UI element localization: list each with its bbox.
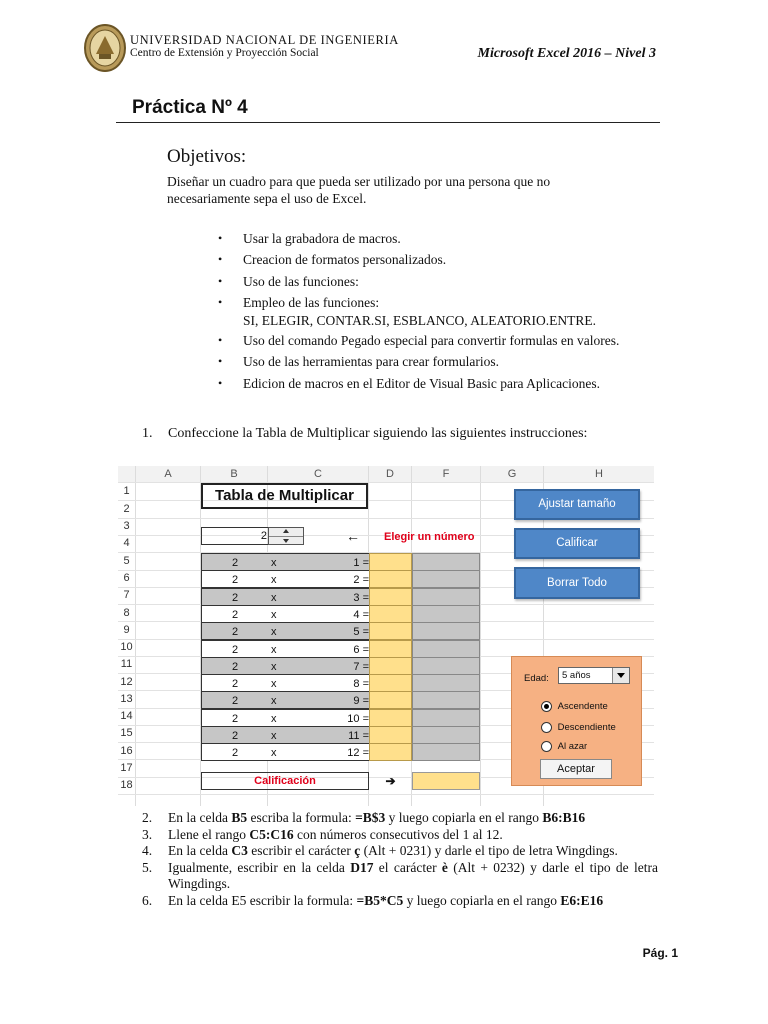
step-text: con números consecutivos del 1 al 12. [293,826,503,842]
clear-all-button[interactable] [514,567,640,599]
step-text: el carácter [373,859,442,875]
step-text: (Alt + 0232) y darle el tipo de letra Wingdings. [168,859,658,891]
times-cell[interactable]: x [268,657,288,675]
step-number: 4. [142,843,153,858]
result-cell[interactable] [412,674,480,692]
arrow-right-icon: ➔ [385,774,396,788]
column-header[interactable]: G [481,468,543,480]
row-number[interactable]: 6 [123,572,130,584]
answer-cell[interactable] [369,743,412,761]
column-header[interactable]: A [136,468,200,480]
answer-cell[interactable] [369,588,412,606]
university-name: UNIVERSIDAD NACIONAL DE INGENIERIA [130,33,399,47]
multiplier-cell[interactable]: 2 [201,588,268,606]
factor-cell[interactable]: 6 = [288,640,369,658]
list-item: • Uso del comando Pegado especial para convertir formulas en valores. [215,330,619,351]
radio-unchecked-icon[interactable] [541,741,552,752]
grade-label: Calificación [254,775,316,787]
row-number[interactable]: 2 [123,503,130,515]
adjust-size-label: Ajustar tamaño [538,498,616,510]
page-title: Práctica Nº 4 [132,97,248,118]
result-cell[interactable] [412,743,480,761]
radio-checked-icon[interactable] [541,701,552,712]
multiplier-cell[interactable]: 2 [201,622,268,640]
radio-random-label: Al azar [557,741,588,753]
row-number[interactable]: 12 [120,676,133,688]
step-highlight: B5 [231,810,248,825]
times-cell[interactable]: x [268,743,288,761]
result-cell[interactable] [412,691,480,709]
multiplier-cell[interactable]: 2 [201,691,268,709]
table-title-cell[interactable]: Tabla de Multiplicar [201,483,368,509]
factor-cell[interactable]: 9 = [288,691,369,709]
instruction-steps [142,810,658,909]
radio-descending[interactable] [541,722,616,733]
radio-ascending[interactable] [541,701,608,712]
step-number: 2. [142,810,153,825]
step-text: Llene el rango [168,826,250,842]
times-cell[interactable]: x [268,605,288,623]
step-text: Confeccione la Tabla de Multiplicar siguiendo las siguientes instrucciones: [168,426,588,441]
step-text: En la celda E5 escribir la formula: [168,892,357,908]
factor-cell[interactable]: 10 = [288,709,369,727]
answer-cell[interactable] [369,657,412,675]
step-number: 3. [142,826,153,842]
answer-cell[interactable] [369,605,412,623]
age-dropdown[interactable] [558,667,630,684]
step-text: escriba la formula: [247,810,356,825]
accept-button[interactable] [540,759,612,779]
result-cell[interactable] [412,622,480,640]
radio-random[interactable] [541,741,587,752]
center-name: Centro de Extensión y Proyección Social [130,47,319,59]
step-text: (Alt + 0231) y darle el tipo de letra Wingdings. [360,843,618,858]
row-number[interactable]: 16 [120,745,133,757]
row-number[interactable]: 1 [123,485,130,497]
row-number[interactable]: 15 [120,727,133,739]
result-cell[interactable] [412,605,480,623]
objectives-line-2: necesariamente sepa el uso de Excel. [167,191,367,206]
step-text: y luego copiarla en el rango [385,810,543,825]
list-item: • Uso de las funciones: [215,271,619,292]
list-item-subtext: SI, ELEGIR, CONTAR.SI, ESBLANCO, ALEATORIO.ENTRE. [243,313,597,329]
row-number[interactable]: 18 [120,779,133,791]
factor-cell[interactable]: 4 = [288,605,369,623]
step-highlight: C3 [231,843,248,858]
list-item-text: Empleo de las funciones: [243,294,380,310]
factor-cell[interactable]: 11 = [288,726,369,744]
result-cell[interactable] [412,553,480,571]
answer-cell[interactable] [369,726,412,744]
step-number: 1. [142,426,153,441]
step-text: Igualmente, escribir en la celda [168,859,351,875]
answer-cell[interactable] [369,674,412,692]
times-cell[interactable]: x [268,570,288,588]
adjust-size-button[interactable] [514,489,640,520]
multiplier-cell[interactable]: 2 [201,657,268,675]
column-header[interactable]: H [544,468,654,480]
objectives-line-1: Diseñar un cuadro para que pueda ser utilizado por una persona que no [167,174,551,189]
step-item [142,827,658,844]
multiplier-cell[interactable]: 2 [201,570,268,588]
spin-down-icon[interactable] [283,539,289,543]
result-cell[interactable] [412,570,480,588]
multiplier-cell[interactable]: 2 [201,640,268,658]
step-highlight: E6:E16 [560,892,604,908]
times-cell[interactable]: x [268,726,288,744]
step-highlight: =B$3 [355,810,386,825]
factor-cell[interactable]: 3 = [288,588,369,606]
step-item [142,860,658,893]
list-item: • Edicion de macros en el Editor de Visual Basic para Aplicaciones. [215,373,619,394]
multiplier-cell[interactable]: 2 [201,743,268,761]
times-cell[interactable]: x [268,674,288,692]
number-input-value[interactable]: 2 [260,530,267,542]
row-number[interactable]: 7 [123,589,130,601]
factor-cell[interactable]: 8 = [288,674,369,692]
answer-cell[interactable] [369,691,412,709]
times-cell[interactable]: x [268,691,288,709]
multiplier-cell[interactable]: 2 [201,674,268,692]
result-cell[interactable] [412,588,480,606]
row-number[interactable]: 17 [120,762,133,774]
row-number[interactable]: 3 [123,520,130,532]
step-number: 5. [142,859,153,875]
list-item: • Usar la grabadora de macros. [215,228,619,249]
step-highlight: C5:C16 [249,826,294,842]
step-1 [142,426,587,442]
step-highlight: ç [354,843,361,858]
accept-label: Aceptar [557,763,595,775]
step-highlight: B6:B16 [542,810,586,825]
choose-number-label: Elegir un número [384,531,475,543]
times-cell[interactable]: x [268,588,288,606]
options-form-panel [511,656,642,786]
row-number[interactable]: 5 [123,555,130,567]
times-cell[interactable]: x [268,553,288,571]
multiplier-cell[interactable]: 2 [201,605,268,623]
step-text: y luego copiarla en el rango [403,892,561,908]
age-label: Edad: [524,673,549,684]
answer-cell[interactable] [369,709,412,727]
radio-ascending-label: Ascendente [557,701,608,713]
row-number[interactable]: 4 [123,537,130,549]
course-title: Microsoft Excel 2016 – Nivel 3 [477,46,656,61]
result-cell[interactable] [412,657,480,675]
step-item [142,810,658,827]
answer-cell[interactable] [369,640,412,658]
radio-unchecked-icon[interactable] [541,722,552,733]
grade-button-label: Calificar [556,537,598,549]
times-cell[interactable]: x [268,640,288,658]
step-highlight: =B5*C5 [356,892,404,908]
row-number[interactable]: 11 [120,658,133,670]
clear-all-label: Borrar Todo [547,577,607,589]
column-header[interactable]: F [412,468,480,480]
row-number[interactable]: 14 [120,710,133,722]
step-text: escribir el carácter [247,843,355,858]
objectives-list [215,228,619,394]
arrow-left-icon: ← [346,528,360,544]
times-cell[interactable]: x [268,709,288,727]
factor-cell[interactable]: 7 = [288,657,369,675]
factor-cell[interactable]: 2 = [288,570,369,588]
multiplier-cell[interactable]: 2 [201,709,268,727]
answer-cell[interactable] [369,570,412,588]
step-item [142,893,658,910]
row-number[interactable]: 13 [120,693,133,705]
objectives-heading: Objetivos: [167,146,247,167]
factor-cell[interactable]: 1 = [288,553,369,571]
step-number: 6. [142,892,153,908]
step-highlight: D17 [350,859,374,875]
result-cell[interactable] [412,709,480,727]
row-number[interactable]: 9 [123,624,130,636]
radio-descending-label: Descendiente [557,722,616,734]
row-number[interactable]: 10 [120,641,133,653]
multiplier-cell[interactable]: 2 [201,726,268,744]
excel-sheet [118,466,654,806]
grade-button[interactable] [514,528,640,559]
step-item [142,843,658,860]
list-item [215,292,619,330]
step-highlight: è [441,859,448,875]
column-header[interactable]: D [369,468,411,480]
spin-up-icon[interactable] [283,529,289,533]
result-cell[interactable] [412,726,480,744]
university-seal-logo [84,24,126,72]
times-cell[interactable]: x [268,622,288,640]
chevron-down-icon[interactable] [612,668,629,683]
step-text: En la celda [168,843,232,858]
title-divider [116,122,660,123]
list-item: • Uso de las herramientas para crear formularios. [215,351,619,372]
page-number: Pág. 1 [642,946,678,960]
result-cell[interactable] [412,640,480,658]
column-header[interactable]: C [268,468,368,480]
grade-result-cell[interactable] [412,772,480,790]
grade-label-cell[interactable] [201,772,369,790]
multiplier-cell[interactable]: 2 [201,553,268,571]
number-spinner[interactable] [268,527,304,545]
column-header[interactable]: B [201,468,267,480]
factor-cell[interactable]: 12 = [288,743,369,761]
step-text: En la celda [168,810,232,825]
factor-cell[interactable]: 5 = [288,622,369,640]
objectives-paragraph [167,173,607,207]
list-item: • Creacion de formatos personalizados. [215,249,619,270]
age-dropdown-value: 5 años [562,670,591,681]
answer-cell[interactable] [369,553,412,571]
answer-cell[interactable] [369,622,412,640]
row-number[interactable]: 8 [123,607,130,619]
